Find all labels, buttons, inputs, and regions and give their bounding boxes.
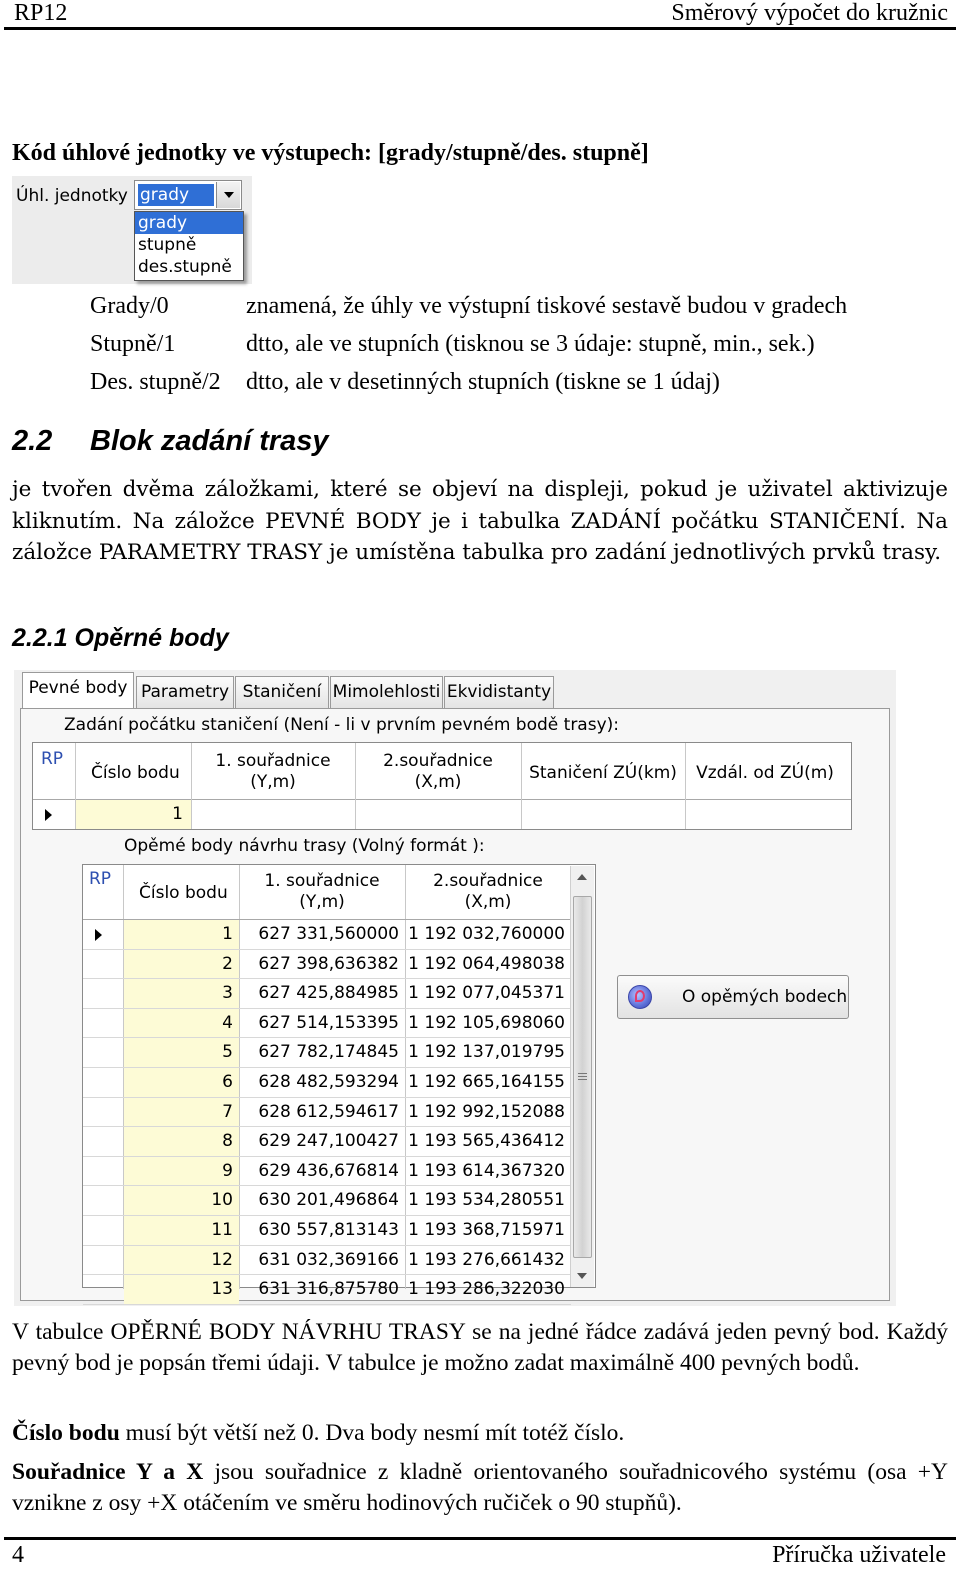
point-x-cell[interactable]: 1 192 105,698060 <box>408 1012 565 1033</box>
units-dropdown-list <box>134 211 244 281</box>
start-table-caption: Zadání počátku staničení (Není - li v prvním pevném bodě trasy): <box>64 715 620 735</box>
info-icon <box>628 985 652 1009</box>
col-header-cislo: Číslo bodu <box>139 883 228 903</box>
point-x-cell[interactable]: 1 193 368,715971 <box>408 1220 565 1240</box>
start-cislo-cell[interactable]: 1 <box>76 800 191 829</box>
point-number-cell[interactable]: 2 <box>124 950 239 979</box>
point-y-cell[interactable]: 627 782,174845 <box>258 1042 399 1063</box>
point-x-cell[interactable]: 1 192 077,045371 <box>408 983 565 1004</box>
point-number-cell[interactable]: 10 <box>124 1186 239 1215</box>
point-x-cell[interactable]: 1 193 286,322030 <box>408 1279 565 1300</box>
def-text: dtto, ale ve stupních (tisknou se 3 údaje: stupně, min., sek.) <box>246 331 815 357</box>
point-number-cell[interactable]: 3 <box>124 979 239 1008</box>
section-intro <box>12 474 948 569</box>
point-number-cell[interactable]: 6 <box>124 1068 239 1097</box>
points-scrollbar[interactable] <box>570 866 594 1287</box>
point-y-cell[interactable]: 631 316,875780 <box>258 1279 399 1300</box>
info-button-label: O opěmých bodech <box>682 987 848 1007</box>
point-number-cell[interactable]: 13 <box>124 1275 239 1304</box>
point-y-cell[interactable]: 627 425,884985 <box>258 983 399 1004</box>
point-y-cell[interactable]: 627 398,636382 <box>258 953 399 974</box>
term-cislo-bodu: Číslo bodu <box>12 1420 120 1446</box>
units-option[interactable]: des.stupně <box>138 257 232 277</box>
point-number-cell[interactable]: 4 <box>124 1009 239 1038</box>
def-text: znamená, že úhly ve výstupní tiskové sestavě budou v gradech <box>246 293 848 319</box>
col-header-y: 1. souřadnice (Y,m) <box>264 871 380 912</box>
point-y-cell[interactable]: 627 331,560000 <box>258 924 399 944</box>
paragraph-cislo-bodu <box>12 1418 948 1449</box>
points-table-caption: Opěmé body návrhu trasy (Volný formát ): <box>124 836 485 856</box>
def-code: Stupně/1 <box>90 331 176 357</box>
start-table <box>32 742 852 830</box>
points-info-button[interactable] <box>617 975 849 1019</box>
point-y-cell[interactable]: 630 557,813143 <box>258 1220 399 1240</box>
intro-word: kliknutím. <box>12 508 123 534</box>
point-x-cell[interactable]: 1 193 534,280551 <box>408 1190 565 1211</box>
subsection-heading: 2.2.1 Opěrné body <box>12 624 229 652</box>
header-right: Směrový výpočet do kružnic <box>671 0 948 26</box>
scroll-thumb[interactable] <box>573 896 592 1258</box>
tab-pevne-body[interactable]: Pevné body <box>22 672 134 710</box>
paragraph-souradnice <box>12 1457 948 1519</box>
point-number-cell[interactable]: 9 <box>124 1157 239 1186</box>
combo-dropdown-button[interactable] <box>216 182 240 208</box>
paragraph-table-info: V tabulce OPĚRNÉ BODY NÁVRHU TRASY se na jedné řádce zadává jeden pevný bod. Každý pevný bod je popsán třemi údaji. V tabulce je možno zadat maximálně 400 pevných bodů. <box>12 1319 948 1376</box>
point-number-cell[interactable]: 8 <box>124 1127 239 1156</box>
scroll-down-icon[interactable] <box>577 1273 587 1279</box>
point-number-cell[interactable]: 12 <box>124 1246 239 1275</box>
point-x-cell[interactable]: 1 193 276,661432 <box>408 1249 565 1270</box>
section-title: Blok zadání trasy <box>90 425 329 457</box>
point-x-cell[interactable]: 1 192 064,498038 <box>408 953 565 974</box>
footer-rule <box>4 1537 956 1540</box>
point-x-cell[interactable]: 1 192 992,152088 <box>408 1101 565 1122</box>
point-y-cell[interactable]: 628 612,594617 <box>258 1101 399 1122</box>
point-x-cell[interactable]: 1 192 032,760000 <box>408 924 565 944</box>
tab-staniceni[interactable]: Staničení <box>235 676 329 708</box>
units-heading: Kód úhlové jednotky ve výstupech: [grady/stupně/des. stupně] <box>12 140 649 166</box>
def-code: Grady/0 <box>90 293 169 319</box>
row-indicator-icon <box>95 929 102 941</box>
start-vzdal-cell[interactable] <box>686 800 851 829</box>
start-stanic-cell[interactable] <box>522 800 685 829</box>
point-x-cell[interactable]: 1 192 665,164155 <box>408 1072 565 1092</box>
units-label: Úhl. jednotky <box>16 186 128 206</box>
section-number: 2.2 <box>12 425 53 457</box>
row-indicator-icon <box>45 809 52 821</box>
units-combo-value: grady <box>138 184 214 206</box>
point-y-cell[interactable]: 628 482,593294 <box>258 1072 399 1092</box>
point-y-cell[interactable]: 631 032,369166 <box>258 1249 399 1270</box>
col-header-x: 2.souřadnice (X,m) <box>383 751 493 792</box>
point-y-cell[interactable]: 629 436,676814 <box>258 1160 399 1181</box>
units-option[interactable]: grady <box>135 212 243 234</box>
col-header-rp: RP <box>89 869 112 889</box>
term-cislo-bodu-desc: musí být větší než 0. Dva body nesmí mít totéž číslo. <box>119 1420 625 1446</box>
page-number: 4 <box>12 1542 24 1568</box>
point-y-cell[interactable]: 629 247,100427 <box>258 1131 399 1152</box>
col-header-y: 1. souřadnice (Y,m) <box>215 751 331 792</box>
point-number-cell[interactable]: 11 <box>124 1216 239 1245</box>
point-x-cell[interactable]: 1 192 137,019795 <box>408 1042 565 1063</box>
point-number-cell[interactable]: 1 <box>124 920 239 949</box>
tab-mimolehlosti[interactable]: Mimolehlosti <box>330 676 443 708</box>
col-header-rp: RP <box>41 749 64 769</box>
chevron-down-icon <box>224 192 234 198</box>
tab-ekvidistanty[interactable]: Ekvidistanty <box>444 676 554 708</box>
intro-line: je tvořen dvěma záložkami, které se objeví na displeji, pokud je uživatel aktivizuje <box>12 477 948 502</box>
point-number-cell[interactable]: 7 <box>124 1098 239 1127</box>
def-text: dtto, ale v desetinných stupních (tiskne se 1 údaj) <box>246 369 720 395</box>
intro-rest: Na záložce PEVNÉ BODY je i tabulka ZADÁNÍ počátku STANIČENÍ. Na záložce PARAMETRY TRASY je umístěna tabulka pro zadání jednotlivých prvků trasy. <box>12 508 948 565</box>
point-x-cell[interactable]: 1 193 565,436412 <box>408 1131 565 1152</box>
tab-parametry[interactable]: Parametry <box>136 676 234 708</box>
term-souradnice: Souřadnice Y a X <box>12 1459 204 1485</box>
start-x-cell[interactable] <box>356 800 521 829</box>
points-table <box>82 864 596 1300</box>
col-header-x: 2.souřadnice (X,m) <box>433 871 543 912</box>
intro-line-2 <box>12 506 948 569</box>
units-option[interactable]: stupně <box>138 235 197 255</box>
point-x-cell[interactable]: 1 193 614,367320 <box>408 1160 565 1181</box>
start-y-cell[interactable] <box>192 800 355 829</box>
col-header-vzdal: Vzdál. od ZÚ(m) <box>696 763 834 783</box>
point-y-cell[interactable]: 630 201,496864 <box>258 1190 399 1211</box>
point-y-cell[interactable]: 627 514,153395 <box>258 1012 399 1033</box>
grip-icon <box>578 1073 587 1074</box>
term-souradnice-desc: jsou souřadnice z kladně orientovaného souřadnicového systému (osa +Y vznikne z osy +X otáčením ve směru hodinových ručiček o 90 stupňů). <box>12 1459 948 1516</box>
header-left: RP12 <box>14 0 68 26</box>
col-header-stanic: Staničení ZÚ(km) <box>529 763 677 783</box>
col-header-cislo: Číslo bodu <box>91 763 180 783</box>
point-number-cell[interactable]: 5 <box>124 1038 239 1067</box>
scroll-up-icon[interactable] <box>577 874 587 880</box>
footer-title: Příručka uživatele <box>772 1542 946 1568</box>
row-divider <box>83 1304 571 1305</box>
header-rule <box>4 27 956 30</box>
info-icon-mark <box>635 990 645 1002</box>
units-combo[interactable] <box>134 180 242 210</box>
def-code: Des. stupně/2 <box>90 369 221 395</box>
